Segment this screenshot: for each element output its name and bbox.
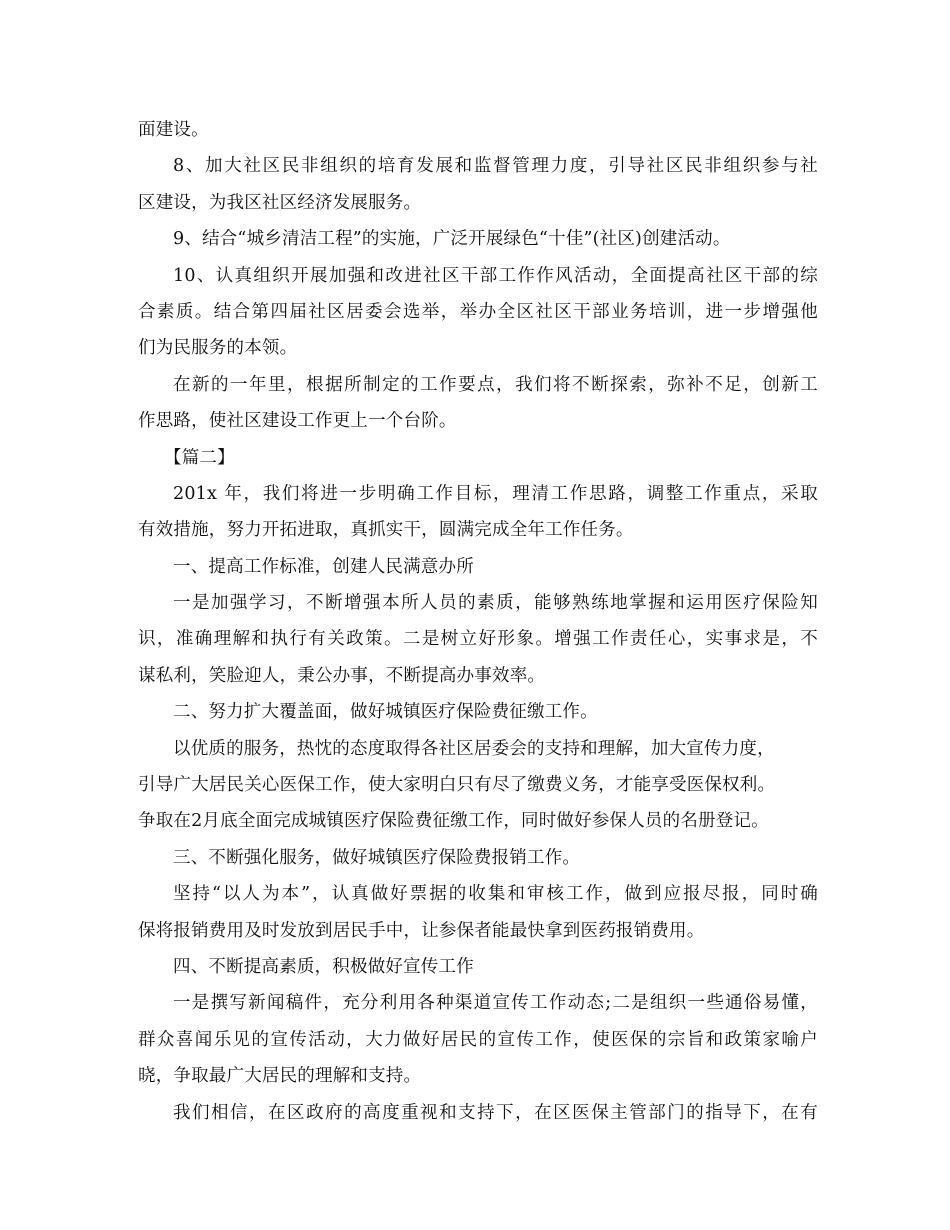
subheading: 四、不断提高素质，积极做好宣传工作 (173, 956, 474, 977)
text-line: 8、加大社区民非组织的培育发展和监督管理力度，引导社区民非组织参与社 (173, 156, 818, 177)
text-line: 有效措施，努力开拓进取，真抓实干，圆满完成全年工作任务。 (138, 520, 634, 541)
text-line: 引导广大居民关心医保工作，使大家明白只有尽了缴费义务，才能享受医保权利。 (138, 775, 776, 796)
text-line: 群众喜闻乐见的宣传活动，大力做好居民的宣传工作，使医保的宗旨和政策家喻户 (138, 1029, 818, 1050)
text-line: 晓，争取最广大居民的理解和支持。 (138, 1066, 422, 1087)
text-line: 争取在2月底全面完成城镇医疗保险费征缴工作，同时做好参保人员的名册登记。 (138, 811, 769, 832)
text-line: 以优质的服务，热忱的态度取得各社区居委会的支持和理解，加大宣传力度， (173, 738, 775, 759)
text-line: 我们相信，在区政府的高度重视和支持下，在区医保主管部门的指导下，在有 (173, 1102, 818, 1123)
text-line: 合素质。结合第四届社区居委会选举，举办全区社区干部业务培训，进一步增强他 (138, 301, 818, 322)
text-line: 一是加强学习，不断增强本所人员的素质，能够熟练地掌握和运用医疗保险知 (173, 593, 818, 614)
text-line: 作思路，使社区建设工作更上一个台阶。 (138, 411, 457, 432)
text-line: 面建设。 (138, 120, 209, 140)
text-line: 一是撰写新闻稿件，充分利用各种渠道宣传工作动态;二是组织一些通俗易懂， (173, 993, 818, 1014)
subheading: 二、努力扩大覆盖面，做好城镇医疗保险费征缴工作。 (173, 702, 598, 723)
text-line: 谋私利，笑脸迎人，秉公办事，不断提高办事效率。 (138, 665, 546, 686)
text-line: 们为民服务的本领。 (138, 338, 298, 359)
text-line: 在新的一年里，根据所制定的工作要点，我们将不断探索，弥补不足，创新工 (173, 374, 818, 395)
document-body (138, 112, 818, 1131)
text-line: 10、认真组织开展加强和改进社区干部工作作风活动，全面提高社区干部的综 (173, 265, 818, 286)
text-line: 区建设，为我区社区经济发展服务。 (138, 192, 422, 213)
section-heading: 【篇二】 (164, 447, 235, 468)
text-line: 保将报销费用及时发放到居民手中，让参保者能最快拿到医药报销费用。 (138, 920, 705, 941)
text-line: 识，准确理解和执行有关政策。二是树立好形象。增强工作责任心，实事求是，不 (138, 629, 818, 650)
text-line: 坚持“以人为本”，认真做好票据的收集和审核工作，做到应报尽报，同时确 (173, 884, 818, 905)
text-line: 201x 年，我们将进一步明确工作目标，理清工作思路，调整工作重点，采取 (173, 483, 818, 504)
subheading: 一、提高工作标准，创建人民满意办所 (173, 556, 474, 577)
text-line: 9、结合“城乡清洁工程”的实施，广泛开展绿色“十佳”(社区)创建活动。 (173, 229, 731, 250)
subheading: 三、不断强化服务，做好城镇医疗保险费报销工作。 (173, 847, 581, 868)
